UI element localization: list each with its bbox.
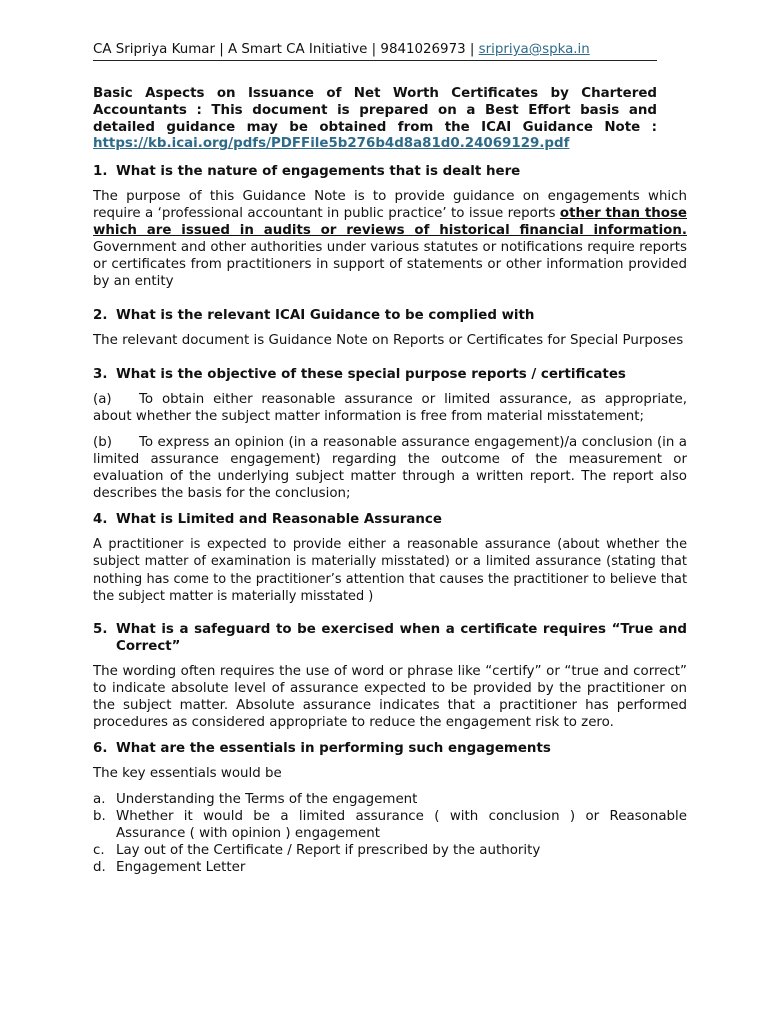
section-paragraph: The relevant document is Guidance Note on Reports or Certificates for Special Purposes <box>93 333 684 349</box>
item-text: To obtain either reasonable assurance or limited assurance, as appropriate, about whether the subject matter information is free from material misstatement; <box>93 392 687 425</box>
header-email-link[interactable]: sripriya@spka.in <box>478 42 590 57</box>
list-item-text: Understanding the Terms of the engagement <box>116 792 418 807</box>
section-paragraph: The key essentials would be <box>93 766 282 781</box>
section-title: What is the nature of engagements that is dealt here <box>116 164 521 180</box>
section-paragraph: A practitioner is expected to provide either a reasonable assurance (about whether the subject matter of examination is materially misstated) or a limited assurance (stating that nothing has come to the practitioner’s attention that causes the practitioner to believe that the subject matter is materially misstated ) <box>93 537 687 604</box>
list-item-text: Engagement Letter <box>116 860 246 875</box>
section-number: 3. <box>93 367 108 383</box>
intro-text: Basic Aspects on Issuance of Net Worth Certificates by Chartered Accountants : This document is prepared on a Best Effort basis and detailed guidance may be obtained from the ICAI Guidance Note : <box>93 86 657 135</box>
section-heading <box>93 366 687 383</box>
document-body <box>93 86 687 876</box>
list-marker: b. <box>93 809 106 824</box>
section-title: What is a safeguard to be exercised when a certificate requires “True and Correct” <box>116 622 687 654</box>
section-title: What is Limited and Reasonable Assurance <box>116 512 442 528</box>
list-item <box>93 842 687 859</box>
paragraph-text: Government and other authorities under various statutes or notifications require reports or certificates from practitioners in support of statements or other information provided by an entity <box>93 240 687 290</box>
document-intro <box>93 86 657 153</box>
list-marker: c. <box>93 843 105 858</box>
section-heading <box>93 621 687 655</box>
section-title: What is the objective of these special purpose reports / certificates <box>116 367 626 383</box>
emphasized-text: other than those which are issued in audits or reviews of historical financial information. <box>93 206 688 239</box>
section-number: 5. <box>93 622 108 637</box>
section-paragraph <box>93 188 687 290</box>
section-number: 1. <box>93 164 108 180</box>
item-text: To express an opinion (in a reasonable assurance engagement)/a conclusion (in a limited assurance engagement) regarding the outcome of the measurement or evaluation of the underlying subject matter through a written report. The report also describes the basis for the conclusion; <box>93 435 687 502</box>
item-label: (a) <box>93 392 112 408</box>
list-item-text: Lay out of the Certificate / Report if prescribed by the authority <box>116 843 541 858</box>
section-paragraph: The wording often requires the use of word or phrase like “certify” or “true and correct” to indicate absolute level of assurance expected to be provided by the practitioner on the subject matter. Absolute assurance indicates that a practitioner has performed procedures as considered appropriate to reduce the engagement risk to zero. <box>93 664 687 730</box>
item-label: (b) <box>93 435 112 451</box>
list-marker: a. <box>93 792 106 807</box>
section-heading <box>93 511 687 528</box>
section-title: What is the relevant ICAI Guidance to be complied with <box>116 308 535 324</box>
section-heading <box>93 307 687 324</box>
section-heading <box>93 163 687 180</box>
section-number: 2. <box>93 308 108 324</box>
list-item-text: Whether it would be a limited assurance ( with conclusion ) or Reasonable Assurance ( with opinion ) engagement <box>116 809 687 841</box>
section-title: What are the essentials in performing such engagements <box>116 741 551 756</box>
page-header <box>93 41 657 61</box>
list-item <box>93 791 687 808</box>
paragraph-text: The purpose of this Guidance Note is to provide guidance on engagements which require a ‘professional accountant in public practice’ to issue reports <box>93 189 687 222</box>
section-heading <box>93 740 687 757</box>
icai-guidance-link[interactable]: https://kb.icai.org/pdfs/PDFFile5b276b4d8a81d0.24069129.pdf <box>93 136 570 152</box>
section-number: 6. <box>93 741 108 756</box>
essentials-list <box>93 791 687 876</box>
list-item <box>93 859 687 876</box>
list-item <box>93 808 687 842</box>
objective-item <box>93 434 687 502</box>
list-marker: d. <box>93 860 106 875</box>
header-text: CA Sripriya Kumar | A Smart CA Initiative | 9841026973 | <box>93 42 479 57</box>
objective-item <box>93 391 687 425</box>
section-number: 4. <box>93 512 108 528</box>
